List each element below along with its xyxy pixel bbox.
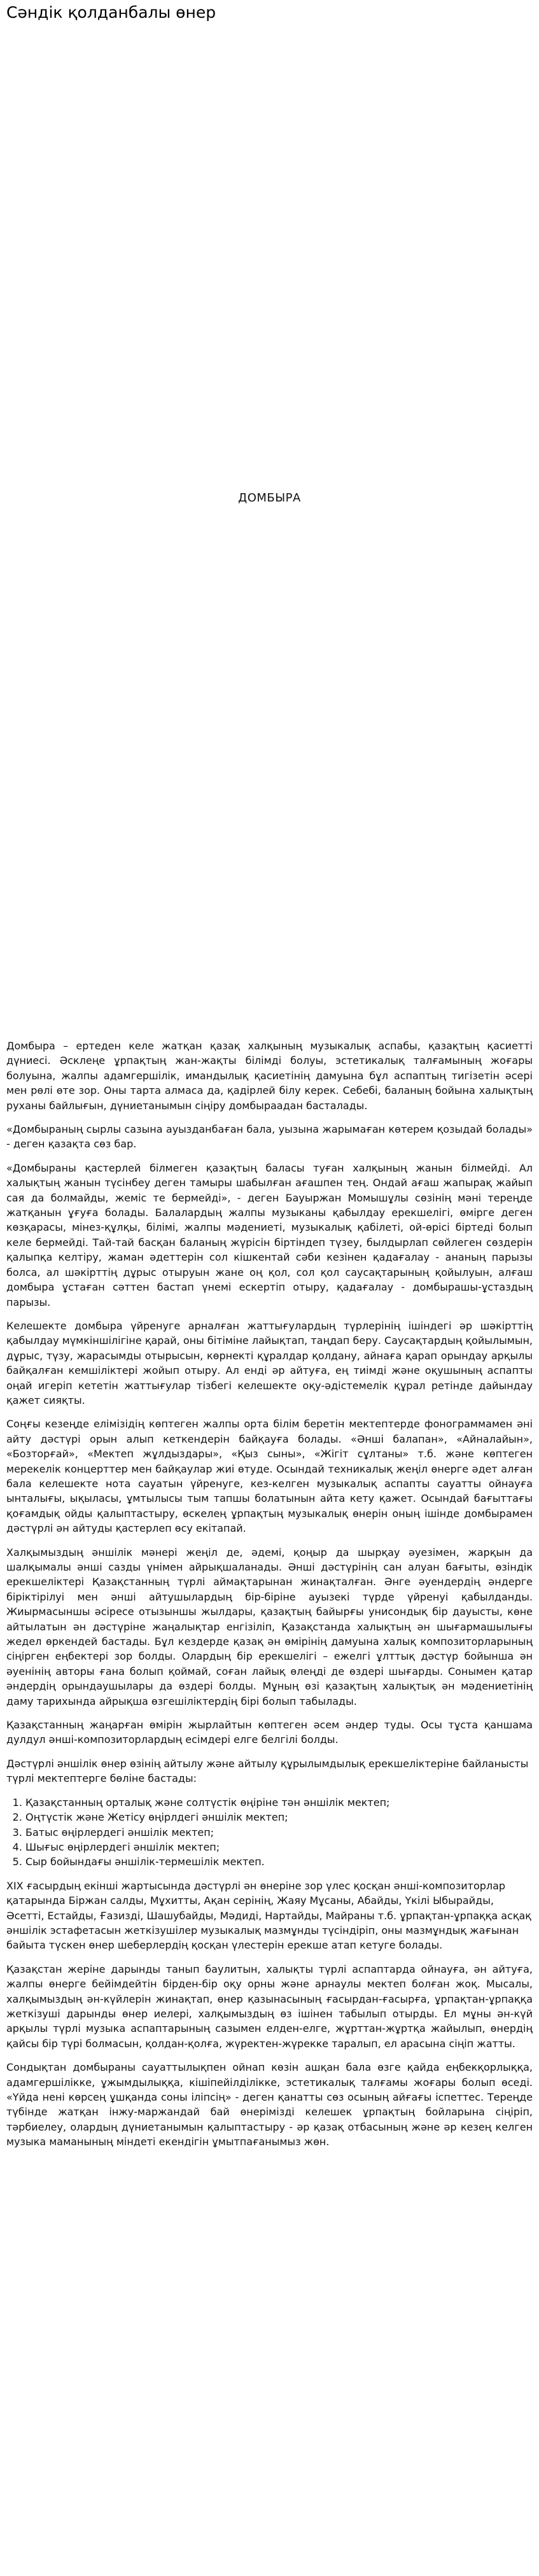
paragraph-exercises: Келешекте домбыра үйренуге арналған жаттығулардың түрлерінің ішіндегі әр шәкірттің қабылдау мүмкіншілігіне қарай, оны бітіміне лайықтап, таңдап беру. Саусақтардың қойылымын, дұрыс, түзу, жарасымды отырысын, көрнекті құралдар қолдану, айнаға қарап орындау арқылы байқалған кемшіліктері жойып отыру. Ал енді әр айтуға, ең тиімді және оқушының аспапты оңай игеріп кететін жаттығулар тізбегі келешекте оқу-әдістемелік құрал ретінде дайындау қажет сияқты. <box>6 1319 533 1406</box>
paragraph-singing-tradition: Халқымыздың әншілік мәнері жеңіл де, әдемі, қоңыр да шырқау әуезімен, жарқын да шалқымалы әнші сазды үнімен айрықшаланады. Әнші дәстүрінің сан алуан бағыты, өзіндік ерекшеліктері Қазақстанның түрлі аймақтарынан жинақталған. Әнге әуендердің әндерге біріктірілуі мен әнші айтушылардың бір-біріне ауызекі түрде үйренуі қабылданды. Жиырмасыншы әсіресе отызыншы жылдары, қазақтың байырғы унисондық бір дауысты, көне айтылатын ән дәстүріне жаңалықтар енгізіліп, Қазақстанда халықтың ән шығармашылығы жедел өркендей бастады. Бұл кездерде қазақ ән өмірінің дамуына халық композиторларының сіңірген еңбектері зор болды. Олардың бір ерекшелігі – ежелгі ұлттық дәстүр бойынша ән әуенінің авторы ғана болып қоймай, соған лайық өлеңді де өздері шығарды. Сонымен қатар әндердің орындаушылары да өздері болды. Мұның өзі қазақтың халықтық ән мәдениетінің даму тарихында айрықша өзгешіліктердің бірі болып табылады. <box>6 1546 533 1707</box>
list-item: 4. Шығыс өңірлердегі әншілік мектеп; <box>25 1840 533 1854</box>
list-item: 5. Сыр бойындағы әншілік-термешілік мектеп. <box>25 1854 533 1869</box>
page-title: Сәндік қолданбалы өнер <box>6 3 216 22</box>
paragraph-composers: Қазақстанның жаңарған өмірін жырлайтын көптеген әсем әндер туды. Осы тұста қаншама дулдул әнші-композиторлардың есімдері елге белгілі болды. <box>6 1719 533 1746</box>
image-caption: ДОМБЫРА <box>238 491 301 505</box>
paragraph-proverb: «Домбыраның сырлы сазына ауызданбаған бала, уызына жарымаған көтерем қозыдай болады» - деген қазақта сөз бар. <box>6 1123 533 1151</box>
list-item: 3. Батыс өңірлердегі әншілік мектеп; <box>25 1825 533 1840</box>
article-body <box>6 1039 533 2159</box>
paragraph-conclusion: Сондықтан домбыраны сауаттылықпен ойнап көзін ашқан бала өзге қайда еңбекқорлыққа, адамгершілікке, ұжымдылыққа, кішіпейілділікке, эстетикалық талғамы жоғары болып өседі. «Үйда нені көрсең ұшқанда соны іліпсің» - деген қанатты сөз осының айғағы іспеттес. Тереңде түбінде жатқан інжу-маржандай бай өнерімізді келешек ұрпақтың бойларына сіңіріп, тәрбиелеу, олардың дүниетанымын қалыптастыру - әр қазақ отбасының және әр кезең келген музыка маманының міндеті екендігін ұмытпағанымыз жөн. <box>6 2061 533 2148</box>
paragraph-schools-intro: Дәстүрлі әншілік өнер өзінің айтылу және айтылу құрылымдылық ерекшеліктеріне байланысты түрлі мектептерге бөліне бастады: <box>6 1757 529 1785</box>
paragraph-phonogram: Соңғы кезеңде елімізідің көптеген жалпы орта білім беретін мектептерде фонограммамен әні айту дәстүрі орын алып кеткендерін байқауға болады. «Әнші балапан», «Айналайын», «Бозторғай», «Мектеп жұлдыздары», «Қыз сыны», «Жігіт сұлтаны» т.б. және көптеген мерекелік концерттер мен байқаулар жиі өтуде. Осындай техникалық жеңіл өнерге әдет алған бала келешекте нота сауатын үйренуге, кез-келген музыкалық аспапты сауатты ойнауға ынталығы, ықыласы, ұмтылысы тым тапшы болатынын айта кету қажет. Осындай бағыттағы қоғамдық ойды қалыптастыру, өскелең ұрпақтың музыкалық өнерін оның ішінде домбырамен дәстүрлі ән айтуды қастерлеп өсу екітапай. <box>6 1418 533 1535</box>
list-item: 1. Қазақстанның орталық және солтүстік өңіріне тән әншілік мектеп; <box>25 1795 533 1810</box>
list-item: 2. Оңтүстік және Жетісу өңірлдегі әншілік мектеп; <box>25 1810 533 1824</box>
paragraph-19th-century: XIX ғасырдың екінші жартысында дәстүрлі ән өнеріне зор үлес қосқан әнші-композиторлар қатарында Біржан салды, Мұхитты, Ақан серінің, Жаяу Мұсаны, Абайды, Үкілі Ыбырайды, Әсетті, Естайды, Ғазизді, Шашубайды, Мәдиді, Нартайды, Майраны т.б. ұрпақтан-ұрпаққа асқақ әншілік эстафетасын жеткізушілер музыкалық мазмұнды түсіндіріп, оны мазмұндық жағынан байыта түскен өнер шеберлердің қосқан үлестерін ерекше атап кетуге болады. <box>6 1879 531 1952</box>
schools-list <box>6 1795 533 1870</box>
paragraph-momyshuly-quote: «Домбыраны қастерлей білмеген қазақтың баласы туған халқының жанын білмейді. Ал халықтың жанын түсінбеу деген тамыры шабылған ағашпен тең. Ондай ағаш жапырақ жайып сая да болмайды, жеміс те бермейді», - деген Бауыржан Момышұлы сөзінің мәні тереңде жатқанын ұғуға болады. Балалардың жалпы музыканы қабылдау ерекшелігі, өмірге деген көзқарасы, мінез-құлқы, білімі, жалпы мәдениеті, музыкалық қабілеті, ой-өрісі біртеді болып келе бермейді. Тай-тай басқан баланың жүрісін біртіндеп түзеу, былдырлап сөйлеген сөздерін қалыпқа келтіру, жаман әдеттерін сол кішкентай сәби кезінен қадағалау - ананың парызы болса, ал шәкірттің дұрыс отыруын жане оң қол, сол қол саусақтарының қойылуын, алғаш домбыра ұстаған сәттен бастап үнемі ескертіп отыру, қадағалау - домбырашы-ұстаздың парызы. <box>6 1161 533 1308</box>
paragraph-intro: Домбыра – ертеден келе жатқан қазақ халқының музыкалық аспабы, қазақтың қасиетті дүниесі. Әсклеңе ұрпақтың жан-жақты білімді болуы, эстетикалық талғамының жоғары болуына, жалпы адамгершілік, имандылық қасиетінің дамуына бұл аспаптың тигізетін әсері мен рөлі өте зор. Оны тарта алмаса да, қадірлей білу керек. Себебі, баланың бойына халықтың руханы байлығын, дүниетанымын сіңіру домбыраадан басталады. <box>6 1040 533 1112</box>
paragraph-heritage: Қазақстан жеріне дарынды танып баулитын, халықты түрлі аспаптарда ойнауға, ән айтуға, жалпы өнерге бейімдейтін бірден-бір оқу орны және арнаулы мектеп болған жоқ. Мысалы, халқымыздың ән-күйлерін жинақтап, өнер қазынасының ғасырдан-ғасырға, ұрпақтан-ұрпаққа жеткізуші дарынды өнер иелері, халқымыздың өз ішінен табылып отырды. Ел мұны ән-күй арқылы түрлі музыка аспаптарының сазымен елден-елге, жұрттан-жұртқа жайылып, өнердің қайсы бір түрі болмасын, қолдан-қолға, жүректен-жүрекке таралып, ел арасына сіңіп жатты. <box>6 1963 533 2050</box>
